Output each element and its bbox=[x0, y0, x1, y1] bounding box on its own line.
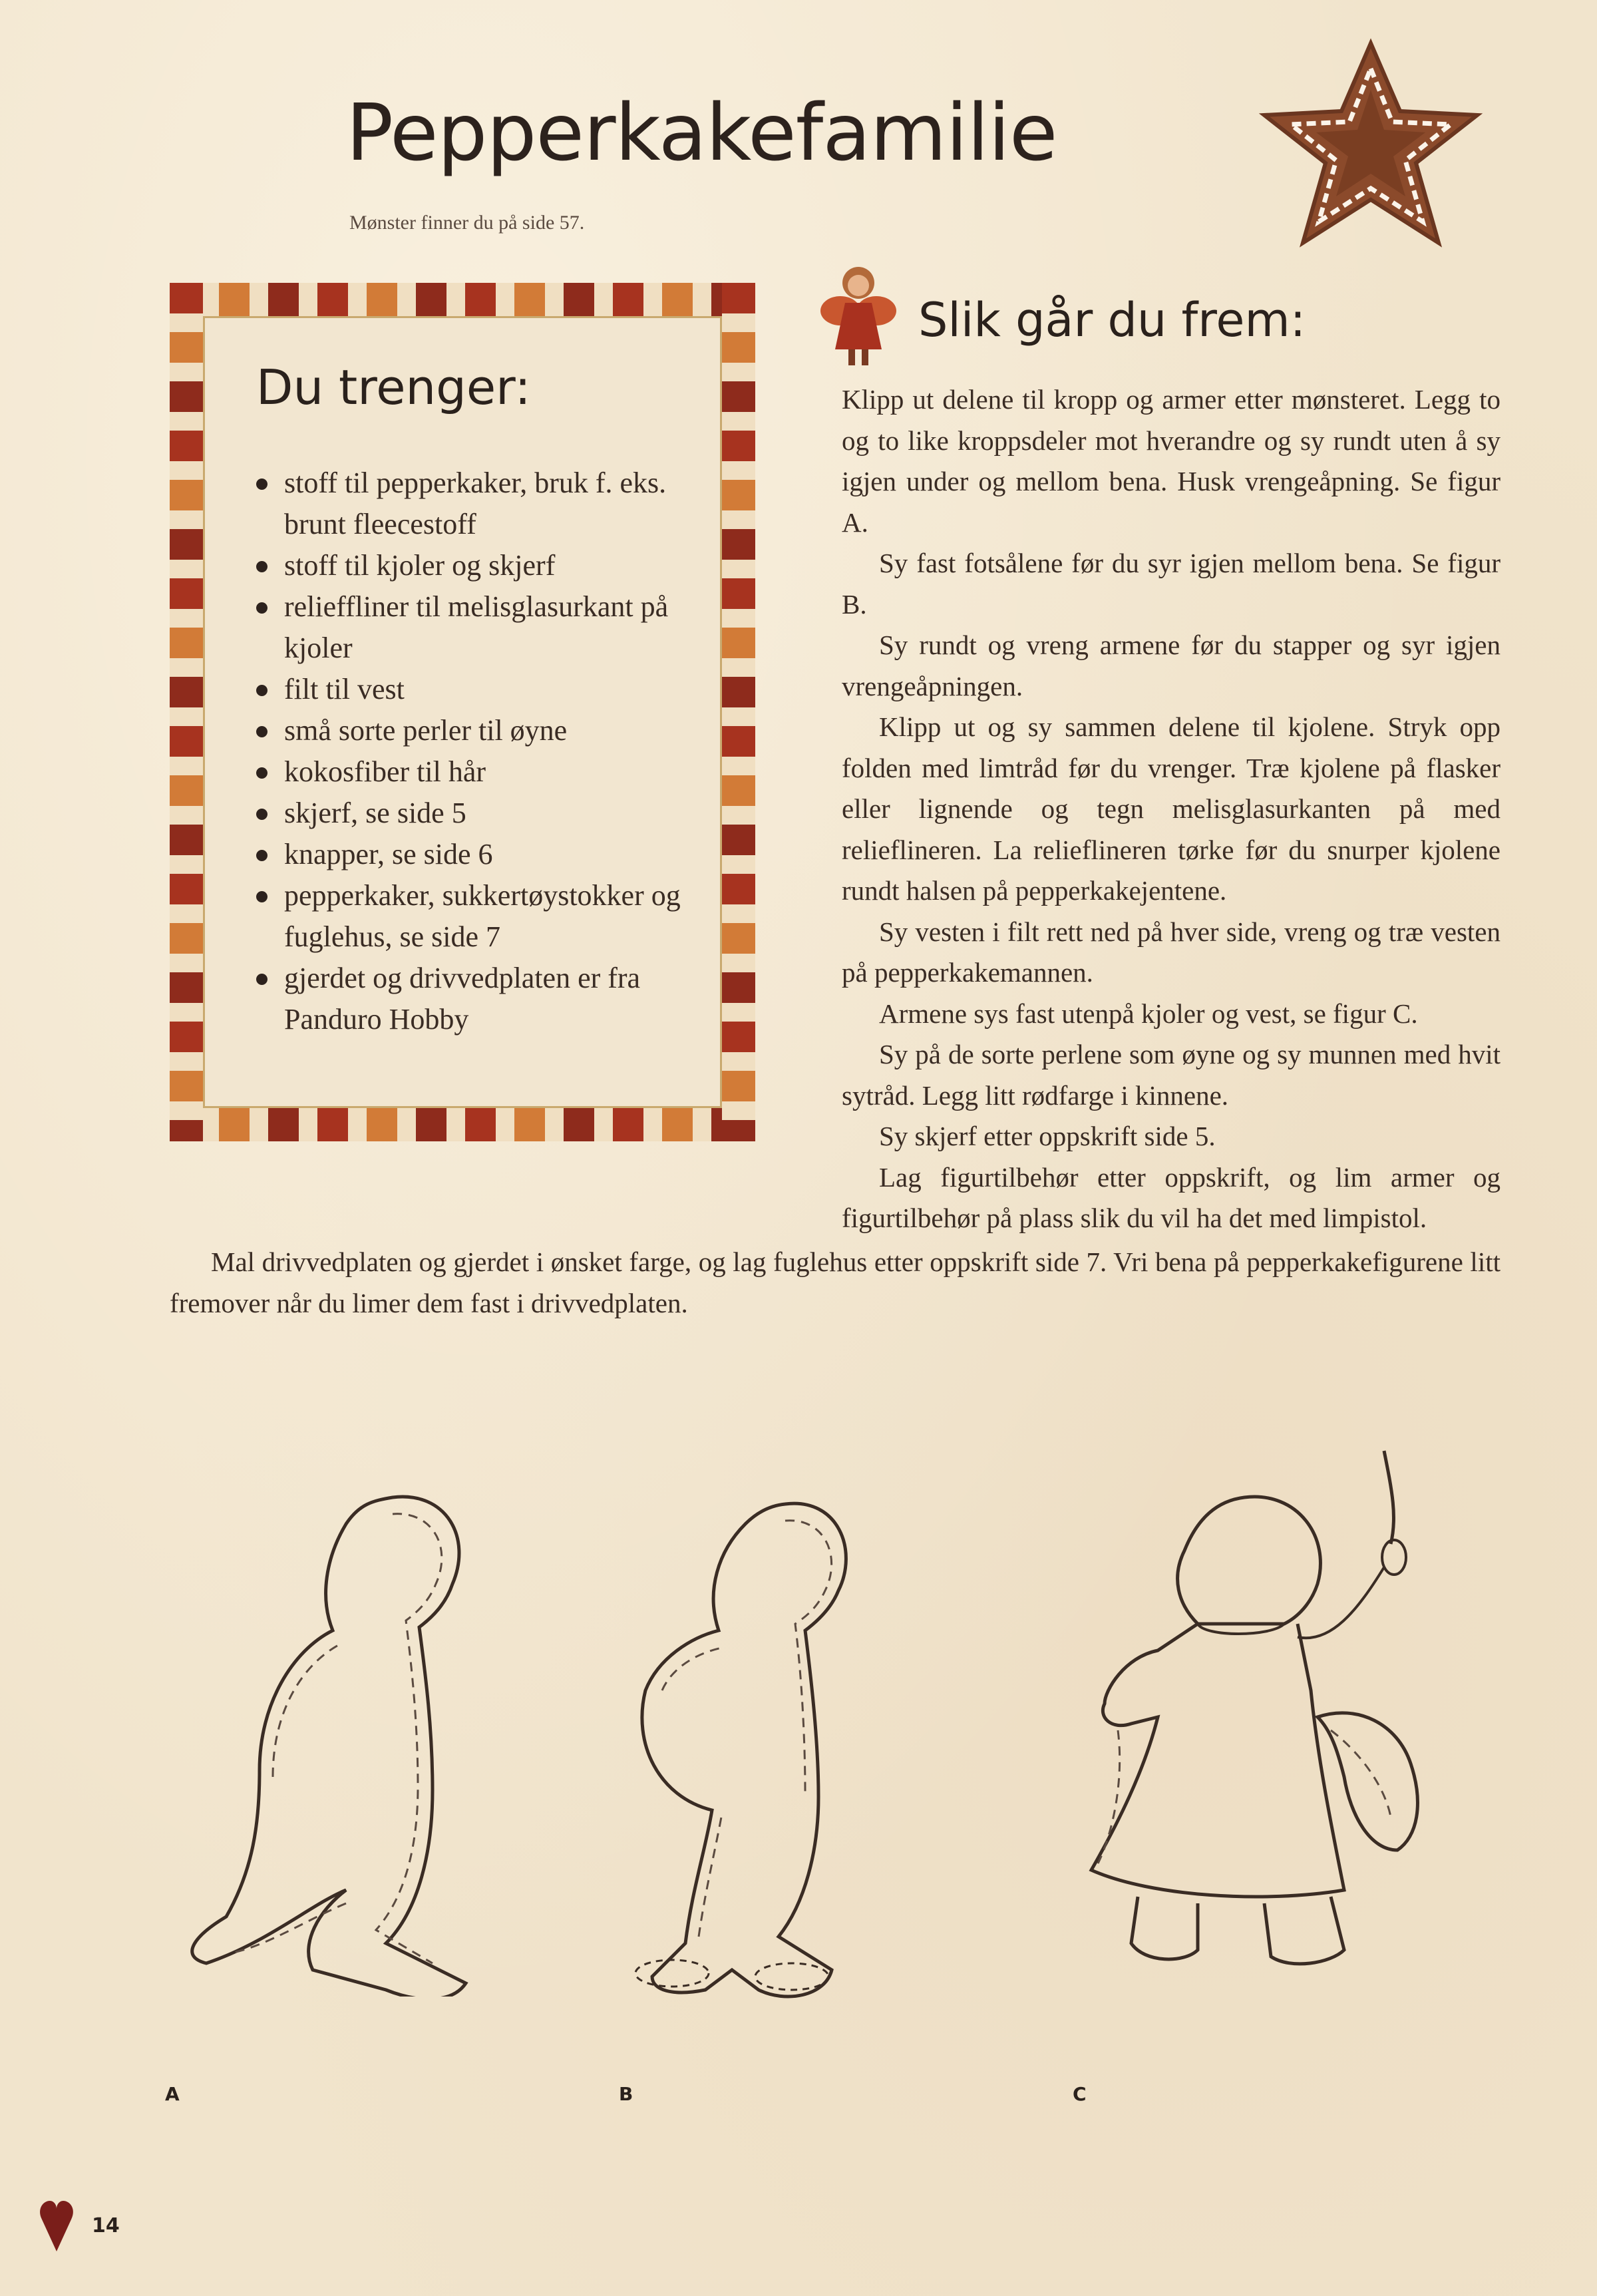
pattern-reference: Mønster finner du på side 57. bbox=[349, 212, 585, 234]
page-number: 14 bbox=[92, 2214, 120, 2237]
angel-doll-icon bbox=[815, 256, 902, 369]
step-paragraph: Sy skjerf etter oppskrift side 5. bbox=[879, 1121, 1216, 1151]
needs-heading: Du trenger: bbox=[256, 359, 531, 415]
list-item: filt til vest bbox=[256, 669, 695, 710]
list-item: stoff til kjoler og skjerf bbox=[256, 545, 695, 586]
steps-heading: Slik går du frem: bbox=[918, 293, 1306, 347]
final-paragraph: Mal drivvedplaten og gjerdet i ønsket farge, og lag fuglehus etter oppskrift side 7. Vri bena på pepperkakefigurene litt fremover når du limer dem fast i drivvedplaten. bbox=[170, 1246, 1501, 1318]
step-paragraph: Klipp ut delene til kropp og armer etter mønsteret. Legg to og to like kroppsdeler mot hverandre og sy rundt uten å sy igjen under og mellom bena. Husk vrengeåpning. Se figur A. bbox=[842, 384, 1501, 538]
list-item: skjerf, se side 5 bbox=[256, 793, 695, 834]
step-paragraph: Armene sys fast utenpå kjoler og vest, se figur C. bbox=[879, 998, 1418, 1029]
list-item: små sorte perler til øyne bbox=[256, 710, 695, 751]
heart-icon bbox=[37, 2200, 77, 2253]
list-item: pepperkaker, sukkertøystokker og fuglehus, se side 7 bbox=[256, 875, 695, 958]
needs-list bbox=[256, 463, 695, 1040]
list-item: relieffliner til melisglasurkant på kjoler bbox=[256, 586, 695, 669]
figure-b-illustration bbox=[572, 1477, 945, 2003]
needs-box bbox=[170, 283, 755, 1141]
figure-a-illustration bbox=[166, 1477, 579, 1997]
list-item: stoff til pepperkaker, bruk f. eks. brunt fleecestoff bbox=[256, 463, 695, 545]
step-paragraph: Sy på de sorte perlene som øyne og sy munnen med hvit sytråd. Legg litt rødfarge i kinnene. bbox=[842, 1039, 1501, 1111]
figure-c-label: C bbox=[1073, 2083, 1087, 2105]
figure-c-illustration bbox=[985, 1437, 1491, 2023]
steps-text bbox=[842, 379, 1501, 1239]
step-paragraph: Klipp ut og sy sammen delene til kjolene. Stryk opp folden med limtråd før du vrenger. Træ kjolene på flasker eller lignende og tegn melisglasurkanten på med relieflineren. La relieflineren tørke før du snurper kjolene rundt halsen på pepperkakejentene. bbox=[842, 711, 1501, 906]
page-title: Pepperkakefamilie bbox=[346, 87, 1057, 178]
figure-b-label: B bbox=[619, 2083, 633, 2105]
list-item: kokosfiber til hår bbox=[256, 751, 695, 793]
step-paragraph: Lag figurtilbehør etter oppskrift, og lim armer og figurtilbehør på plass slik du vil ha det med limpistol. bbox=[842, 1161, 1501, 1233]
step-paragraph: Sy rundt og vreng armene før du stapper og syr igjen vrengeåpningen. bbox=[842, 630, 1501, 701]
list-item: gjerdet og drivvedplaten er fra Panduro Hobby bbox=[256, 958, 695, 1040]
gingerbread-star-icon bbox=[1251, 37, 1491, 256]
list-item: knapper, se side 6 bbox=[256, 834, 695, 875]
step-paragraph: Sy fast fotsålene før du syr igjen mellom bena. Se figur B. bbox=[842, 548, 1501, 620]
step-paragraph: Sy vesten i filt rett ned på hver side, vreng og træ vesten på pepperkakemannen. bbox=[842, 916, 1501, 988]
figure-a-label: A bbox=[165, 2083, 180, 2105]
